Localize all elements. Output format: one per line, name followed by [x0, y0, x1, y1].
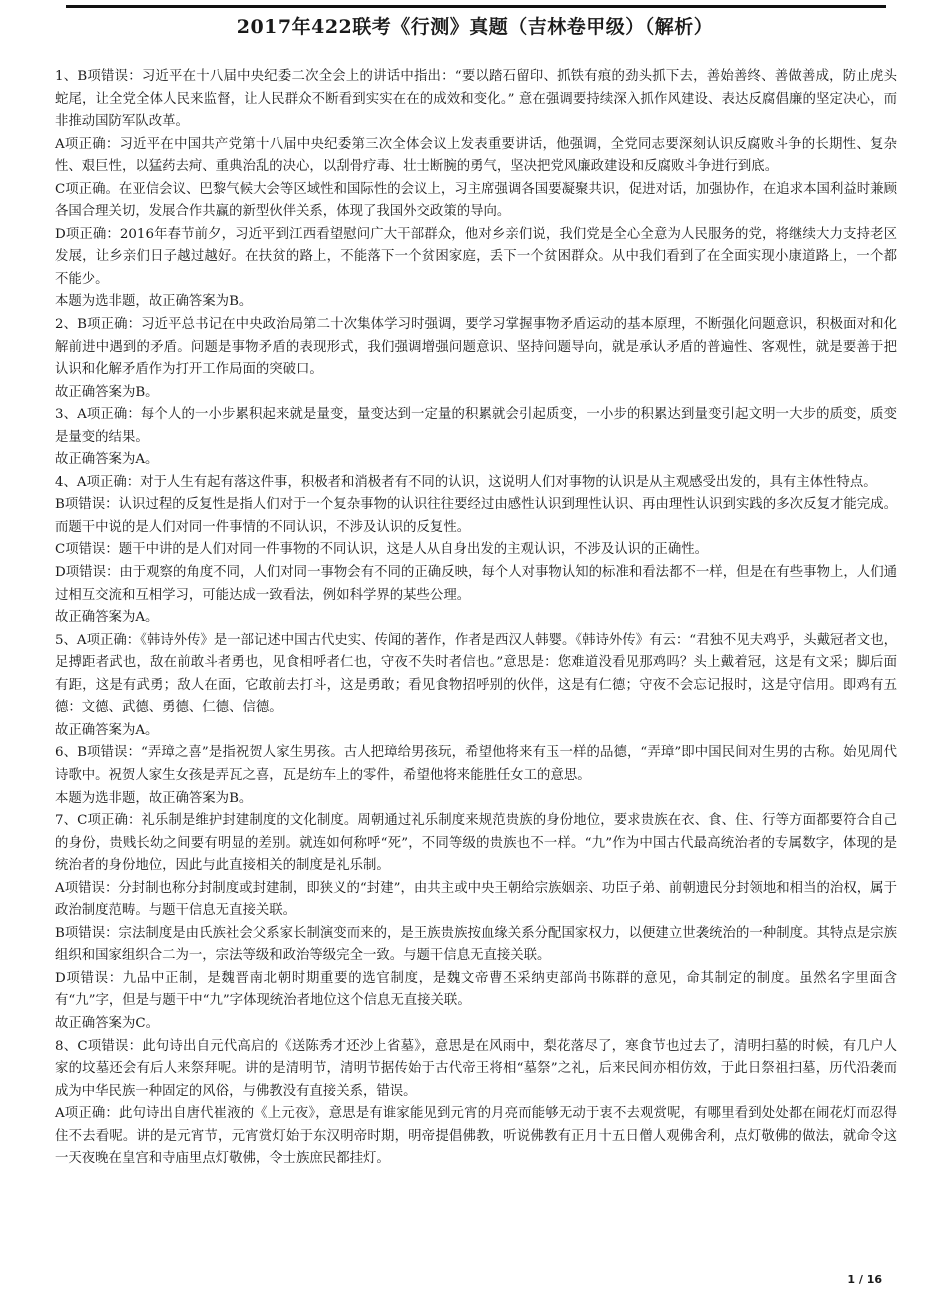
paragraph: C项正确。在亚信会议、巴黎气候大会等区域性和国际性的会议上，习主席强调各国要凝聚共识，促进对话，加强协作，在追求本国利益时兼顾各国合理关切，发展合作共赢的新型伙伴关系，体现了我国外交政策的导向。: [55, 181, 897, 220]
paragraph: 8、C项错误：此句诗出自元代高启的《送陈秀才还沙上省墓》，意思是在风雨中，梨花落尽了，寒食节也过去了，清明扫墓的时候，有几户人家的坟墓还会有后人来祭拜呢。讲的是清明节，清明节据传始于古代帝王将相“墓祭”之礼，后来民间亦相仿效，于此日祭祖扫墓，历代沿袭而成为中华民族一种固定的风俗，与佛教没有直接关系，错误。: [55, 1038, 897, 1099]
paragraph: A项正确：习近平在中国共产党第十八届中央纪委第三次全体会议上发表重要讲话，他强调，全党同志要深刻认识反腐败斗争的长期性、复杂性、艰巨性，以猛药去疴、重典治乱的决心，以刮骨疗毒、壮士断腕的勇气，坚决把党风廉政建设和反腐败斗争进行到底。: [55, 136, 897, 175]
paragraph: 本题为选非题，故正确答案为B。: [55, 790, 253, 806]
paragraph: C项错误：题干中讲的是人们对同一件事物的不同认识，这是人从自身出发的主观认识，不涉及认识的正确性。: [55, 542, 708, 558]
paragraph: D项错误：九品中正制，是魏晋南北朝时期重要的选官制度，是魏文帝曹丕采纳吏部尚书陈群的意见，命其制定的制度。虽然名字里面含有“九”字，但是与题干中“九”字体现统治者地位这个信息无直接关联。: [55, 970, 897, 1009]
paragraph: B项错误：宗法制度是由氏族社会父系家长制演变而来的，是王族贵族按血缘关系分配国家权力，以便建立世袭统治的一种制度。其特点是宗族组织和国家组织合二为一，宗法等级和政治等级完全一致。与题干信息无直接关联。: [55, 925, 897, 964]
header-rule: [66, 5, 886, 8]
paragraph: D项错误：由于观察的角度不同，人们对同一事物会有不同的正确反映，每个人对事物认知的标准和看法都不一样，但是在有些事物上，人们通过相互交流和互相学习，可能达成一致看法，例如科学界的某些公理。: [55, 565, 897, 603]
paragraph: 故正确答案为A。: [55, 452, 159, 468]
paragraph: A项正确：此句诗出自唐代崔液的《上元夜》，意思是有谁家能见到元宵的月亮而能够无动于衷不去观赏呢，有哪里看到处处都在闹花灯而忍得住不去看呢。讲的是元宵节，元宵赏灯始于东汉明帝时期，明帝提倡佛教，听说佛教有正月十五日僧人观佛舍利，点灯敬佛的做法，就命令这一天夜晚在皇宫和寺庙里点灯敬佛，令士族庶民都挂灯。: [55, 1106, 897, 1167]
page-number: 1 / 16: [847, 1273, 882, 1286]
paragraph: 本题为选非题，故正确答案为B。: [55, 294, 253, 310]
paragraph: 2、B项正确：习近平总书记在中央政治局第二十次集体学习时强调，要学习掌握事物矛盾运动的基本原理，不断强化问题意识，积极面对和化解前进中遇到的矛盾。问题是事物矛盾的表现形式，我们强调增强问题意识、坚持问题导向，就是承认矛盾的普遍性、客观性，就是要善于把认识和化解矛盾作为打开工作局面的突破口。: [55, 317, 897, 378]
paragraph: 故正确答案为B。: [55, 384, 159, 400]
document-title: 2017年422联考《行测》真题（吉林卷甲级）（解析）: [236, 16, 714, 38]
paragraph: 故正确答案为A。: [55, 610, 159, 626]
paragraph: A项错误：分封制也称分封制度或封建制，即狭义的“封建”，由共主或中央王朝给宗族姻亲、功臣子弟、前朝遗民分封领地和相当的治权，属于政治制度范畴。与题干信息无直接关联。: [55, 880, 897, 919]
paragraph: B项错误：认识过程的反复性是指人们对于一个复杂事物的认识往往要经过由感性认识到理性认识、再由理性认识到实践的多次反复才能完成。而题干中说的是人们对同一件事情的不同认识，不涉及认识的反复性。: [55, 497, 897, 535]
paragraph: 3、A项正确：每个人的一小步累积起来就是量变，量变达到一定量的积累就会引起质变，一小步的积累达到量变引起文明一大步的质变，质变是量变的结果。: [55, 407, 897, 445]
paragraph: 7、C项正确：礼乐制是维护封建制度的文化制度。周朝通过礼乐制度来规范贵族的身份地位，要求贵族在衣、食、住、行等方面都要符合自己的身份，贵贱长幼之间要有明显的差别。就连如何称呼“死”，不同等级的贵族也不一样。“九”作为中国古代最高统治者的专属数字，体现的是统治者的身份地位，因此与此直接相关的制度是礼乐制。: [55, 813, 897, 874]
document-body: [55, 66, 897, 1171]
paragraph: 4、A项正确：对于人生有起有落这件事，积极者和消极者有不同的认识，这说明人们对事物的认识是从主观感受出发的，具有主体性特点。: [55, 474, 877, 490]
paragraph: 6、B项错误：“弄璋之喜”是指祝贺人家生男孩。古人把璋给男孩玩，希望他将来有玉一样的品德，“弄璋”即中国民间对生男的古称。始见周代诗歌中。祝贺人家生女孩是弄瓦之喜，瓦是纺车上的零件，希望他将来能胜任女工的意思。: [55, 745, 897, 783]
paragraph: 故正确答案为C。: [55, 1015, 159, 1031]
paragraph: 故正确答案为A。: [55, 722, 159, 738]
paragraph: D项正确：2016年春节前夕，习近平到江西看望慰问广大干部群众，他对乡亲们说，我们党是全心全意为人民服务的党，将继续大力支持老区发展，让乡亲们日子越过越好。在扶贫的路上，不能落下一个贫困家庭，丢下一个贫困群众。从中我们看到了在全面实现小康道路上，一个都不能少。: [55, 226, 897, 287]
paragraph: 1、B项错误：习近平在十八届中央纪委二次全会上的讲话中指出：“要以踏石留印、抓铁有痕的劲头抓下去，善始善终、善做善成，防止虎头蛇尾，让全党全体人民来监督，让人民群众不断看到实实在在的成效和变化。” 意在强调要持续深入抓作风建设、表达反腐倡廉的坚定决心，而非推动国防军队改革。: [55, 69, 897, 130]
paragraph: 5、A项正确：《韩诗外传》是一部记述中国古代史实、传闻的著作，作者是西汉人韩婴。《韩诗外传》有云：“君独不见夫鸡乎，头戴冠者文也，足搏距者武也，敌在前敢斗者勇也，见食相呼者仁也，守夜不失时者信也。”意思是：您难道没看见那鸡吗？头上戴着冠，这是有文采；脚后面有距，这是有武勇；敌人在面，它敢前去打斗，这是勇敢；看见食物招呼别的伙伴，这是有仁德；守夜不会忘记报时，这是守信用。即鸡有五德：文德、武德、勇德、仁德、信德。: [55, 632, 897, 716]
